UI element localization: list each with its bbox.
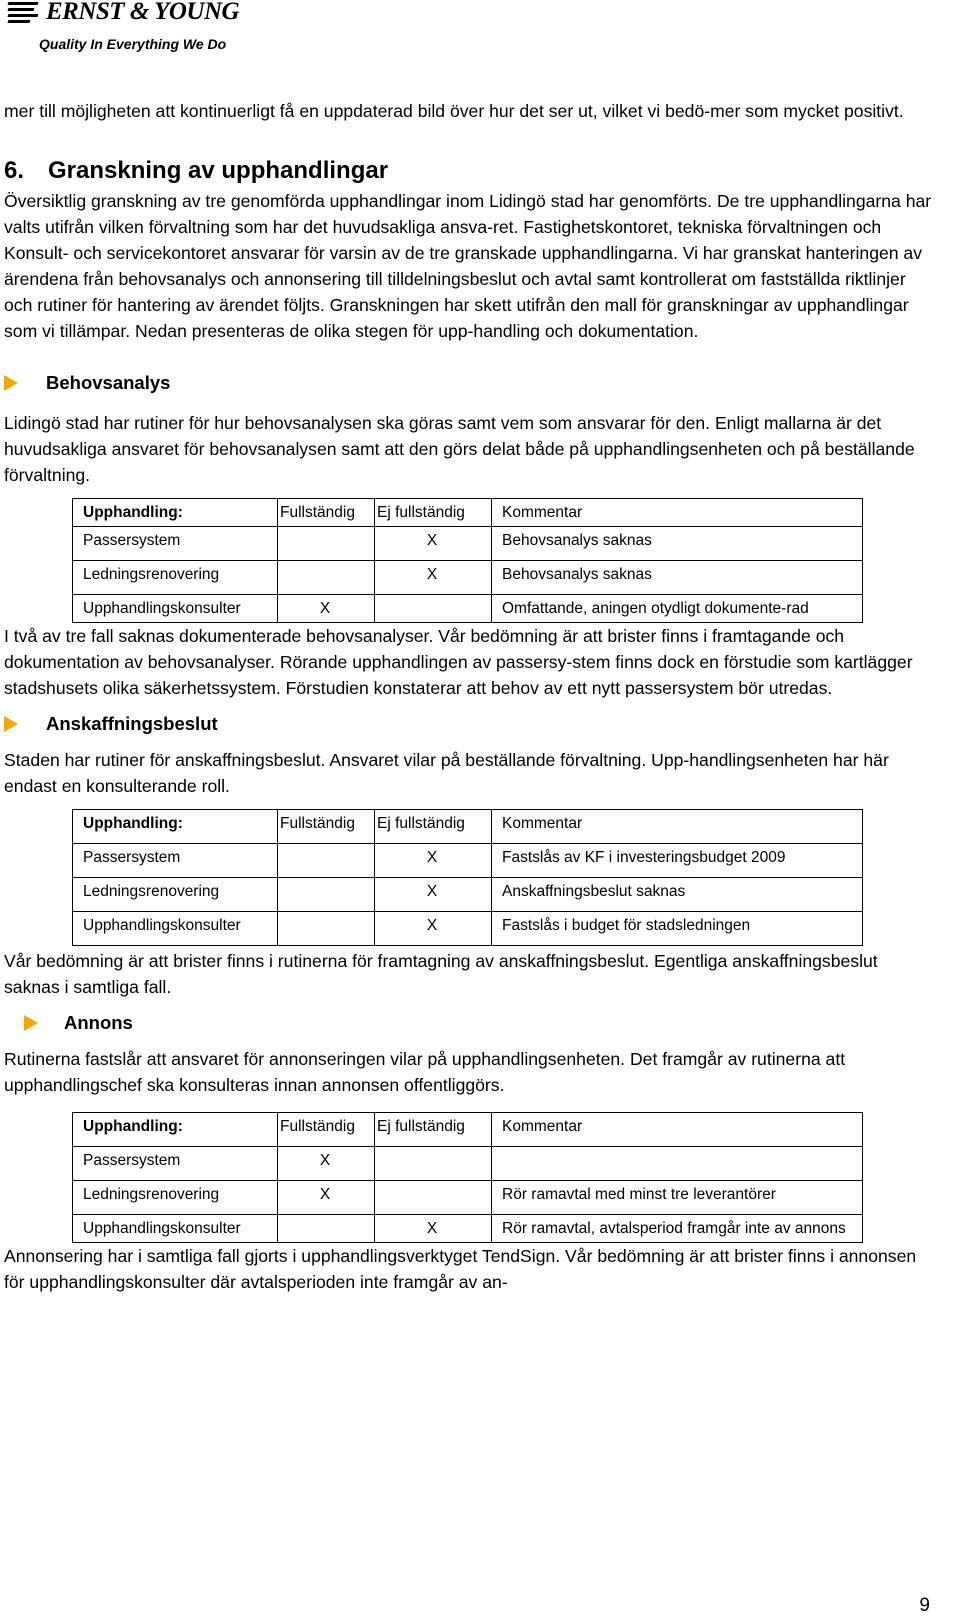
row-not-full [375, 1147, 492, 1181]
row-comment: Fastslås i budget för stadsledningen [492, 912, 863, 946]
row-not-full: X [375, 878, 492, 912]
row-full [278, 844, 375, 878]
annons-assessment: Annonsering har i samtliga fall gjorts i upphandlingsverktyget TendSign. Vår bedömning är att brister finns i annonsen för upphandlingskonsulter där avtalsperioden inte framgår av an- [4, 1246, 917, 1292]
section-number: 6. [4, 157, 25, 184]
row-full: X [278, 1147, 375, 1181]
table-row [73, 527, 863, 561]
annons-table [72, 1112, 863, 1243]
subheading-label: Behovsanalys [46, 372, 171, 393]
header-kommentar: Kommentar [492, 499, 863, 527]
row-not-full: X [375, 561, 492, 595]
row-comment [492, 1147, 863, 1181]
row-name: Passersystem [73, 1147, 278, 1181]
table-row [73, 844, 863, 878]
row-comment: Behovsanalys saknas [492, 527, 863, 561]
header-fullstandig: Fullständig [278, 1113, 375, 1147]
anskaffningsbeslut-assessment: Vår bedömning är att brister finns i rutinerna för framtagning av anskaffningsbeslut. Egentliga anskaffningsbeslut saknas i samtliga fall. [4, 951, 878, 997]
row-not-full: X [375, 527, 492, 561]
row-full [278, 561, 375, 595]
logo-mark-icon [8, 2, 42, 24]
row-comment: Behovsanalys saknas [492, 561, 863, 595]
header-ej-fullstandig: Ej fullständig [375, 1113, 492, 1147]
header-ej-fullstandig: Ej fullständig [375, 810, 492, 844]
section-paragraph: Översiktlig granskning av tre genomförda upphandlingar inom Lidingö stad har genomförts. De tre upphandlingarna har valts utifrån vilken förvaltning som har det huvudsakliga ansva-ret. Fastighetskontoret, tekniska förvaltningen och Konsult- och servicekontoret ansvarar för varsin av de tre granskade upphandlingarna. Vi har granskat hanteringen av ärendena från behovsanalys och annonsering till tilldelningsbeslut och avtal samt kontrollerat om fastställda riktlinjer och rutiner för hantering av ärendet följts. Granskningen har skett utifrån den mall för granskningar av upphandlingar som vi tillämpar. Nedan presenteras de olika stegen för upp-handling och dokumentation. [4, 191, 932, 341]
header-ej-fullstandig: Ej fullständig [375, 499, 492, 527]
row-name: Ledningsrenovering [73, 1181, 278, 1215]
table-header-row [73, 1113, 863, 1147]
row-not-full [375, 595, 492, 623]
row-comment: Rör ramavtal med minst tre leverantörer [492, 1181, 863, 1215]
logo-tagline: Quality In Everything We Do [39, 36, 227, 52]
row-not-full: X [375, 844, 492, 878]
row-comment: Fastslås av KF i investeringsbudget 2009 [492, 844, 863, 878]
section-title: Granskning av upphandlingar [48, 157, 389, 184]
row-comment: Rör ramavtal, avtalsperiod framgår inte av annons [492, 1215, 863, 1243]
row-name: Passersystem [73, 527, 278, 561]
logo-name: ERNST & YOUNG [46, 0, 240, 25]
behovsanalys-table [72, 498, 863, 623]
page-number: 9 [919, 1595, 930, 1616]
row-full: X [278, 595, 375, 623]
table-row [73, 1215, 863, 1243]
subheading-label: Anskaffningsbeslut [46, 713, 218, 734]
triangle-bullet-icon [24, 1015, 38, 1031]
subheading-anskaffningsbeslut [4, 709, 934, 739]
row-name: Ledningsrenovering [73, 561, 278, 595]
table-row [73, 912, 863, 946]
annons-paragraph: Rutinerna fastslår att ansvaret för annonseringen vilar på upphandlingsenheten. Det framgår av rutinerna att upphandlingschef ska konsulteras innan annonsen offentliggörs. [4, 1049, 846, 1095]
section-heading [4, 154, 934, 188]
table-header-row [73, 810, 863, 844]
header-fullstandig: Fullständig [278, 499, 375, 527]
row-name: Passersystem [73, 844, 278, 878]
subheading-behovsanalys [4, 368, 934, 398]
table-header-row [73, 499, 863, 527]
row-comment: Omfattande, aningen otydligt dokumente-rad [492, 595, 863, 623]
document-body [4, 98, 934, 1295]
row-name: Ledningsrenovering [73, 878, 278, 912]
row-not-full: X [375, 912, 492, 946]
company-logo [8, 0, 268, 60]
row-name: Upphandlingskonsulter [73, 595, 278, 623]
header-upphandling: Upphandling: [73, 810, 278, 844]
header-kommentar: Kommentar [492, 1113, 863, 1147]
subheading-label: Annons [64, 1012, 133, 1033]
header-kommentar: Kommentar [492, 810, 863, 844]
row-not-full: X [375, 1215, 492, 1243]
table-row [73, 595, 863, 623]
anskaffningsbeslut-table [72, 809, 863, 946]
anskaffningsbeslut-paragraph: Staden har rutiner för anskaffningsbeslut. Ansvaret vilar på beställande förvaltning. Upp-handlingsenheten har här endast en konsulterande roll. [4, 750, 889, 796]
table-row [73, 561, 863, 595]
row-name: Upphandlingskonsulter [73, 912, 278, 946]
row-name: Upphandlingskonsulter [73, 1215, 278, 1243]
table-row [73, 1147, 863, 1181]
row-full [278, 527, 375, 561]
triangle-bullet-icon [4, 375, 18, 391]
table-row [73, 878, 863, 912]
row-full [278, 912, 375, 946]
header-upphandling: Upphandling: [73, 499, 278, 527]
behovsanalys-paragraph: Lidingö stad har rutiner för hur behovsanalysen ska göras samt vem som ansvarar för den. Enligt mallarna är det huvudsakliga ansvaret för behovsanalysen samt att den görs delat både på upphandlingsenheten och på beställande förvaltning. [4, 413, 915, 485]
header-fullstandig: Fullständig [278, 810, 375, 844]
table-row [73, 1181, 863, 1215]
behovsanalys-assessment: I två av tre fall saknas dokumenterade behovsanalyser. Vår bedömning är att brister finns i framtagande och dokumentation av behovsanalyser. Rörande upphandlingen av passersy-stem finns dock en förstudie som kartlägger stadshusets olika säkerhetssystem. Förstudien konstaterar att behov av ett nytt passersystem bör utredas. [4, 626, 913, 698]
subheading-annons [4, 1008, 934, 1038]
row-comment: Anskaffningsbeslut saknas [492, 878, 863, 912]
row-full [278, 1215, 375, 1243]
triangle-bullet-icon [4, 716, 18, 732]
row-not-full [375, 1181, 492, 1215]
header-upphandling: Upphandling: [73, 1113, 278, 1147]
row-full: X [278, 1181, 375, 1215]
intro-paragraph: mer till möjligheten att kontinuerligt få en uppdaterad bild över hur det ser ut, vilket vi bedö-mer som mycket positivt. [4, 101, 904, 121]
row-full [278, 878, 375, 912]
